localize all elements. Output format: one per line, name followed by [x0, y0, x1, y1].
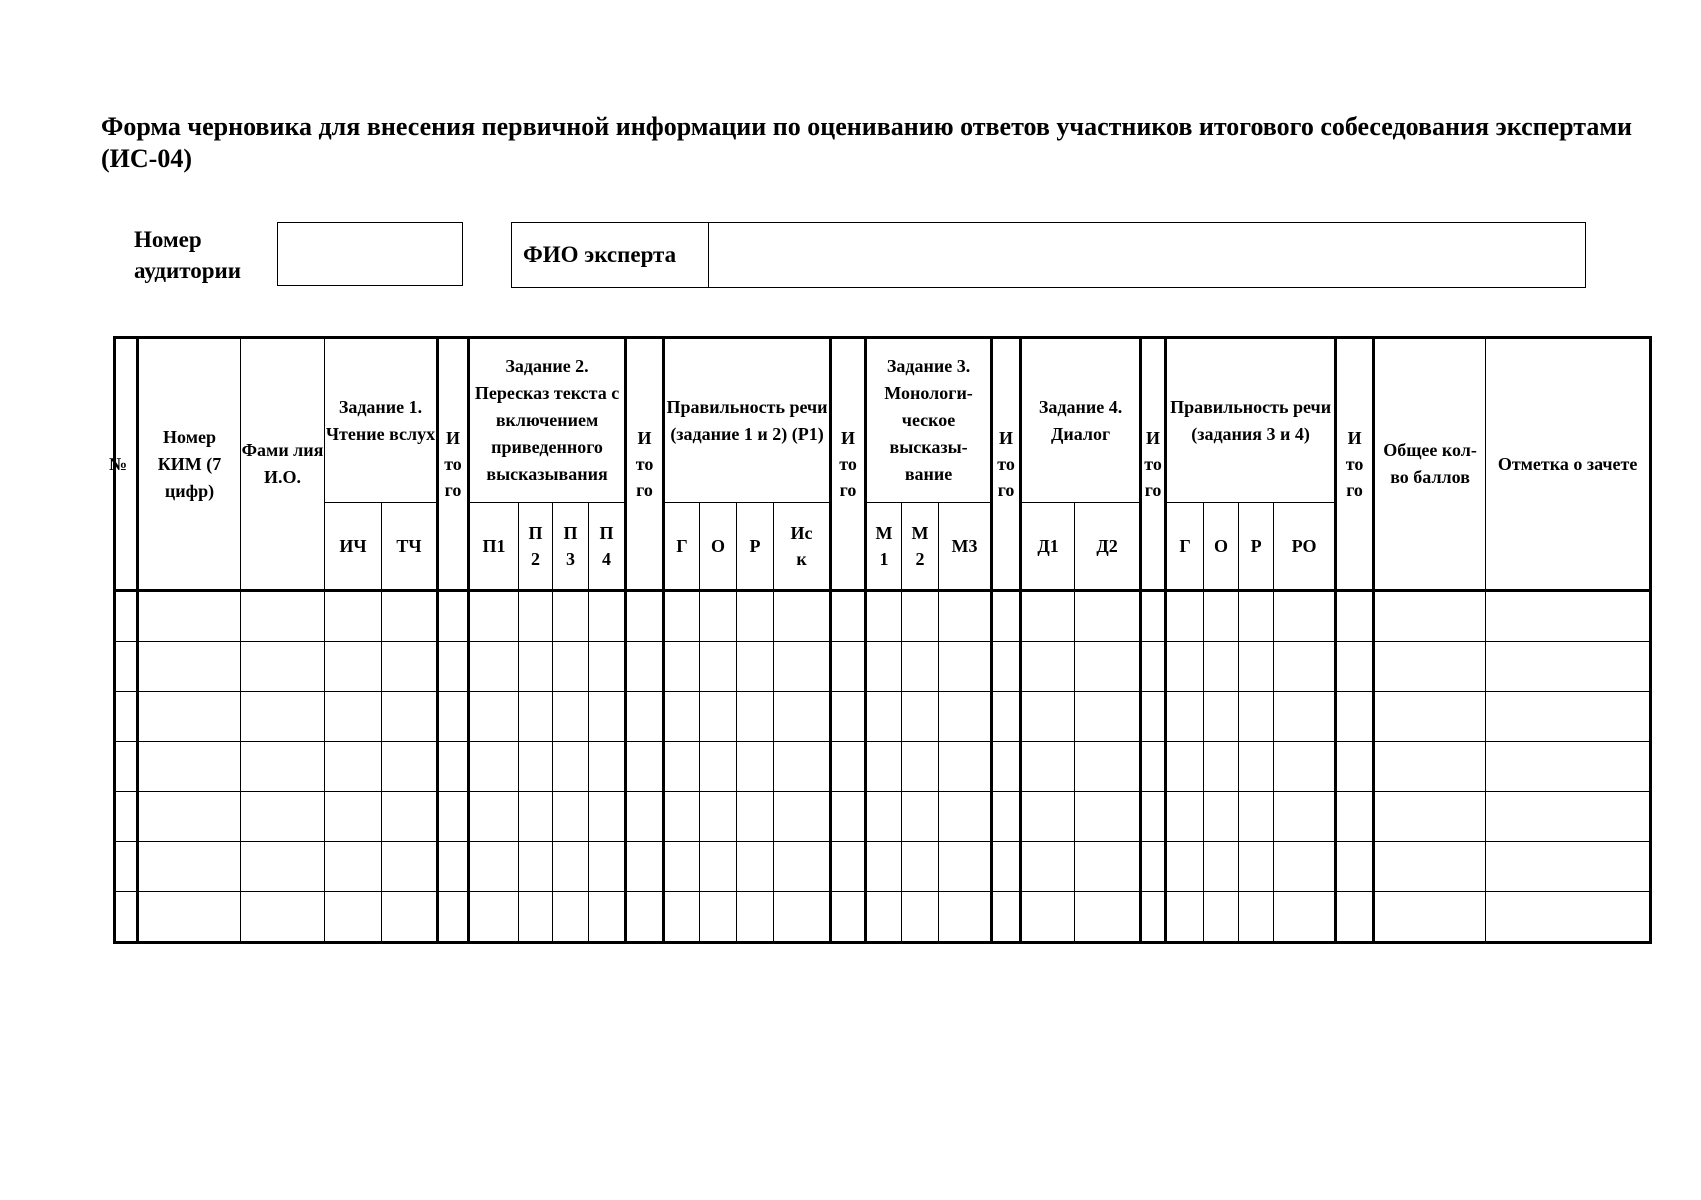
header-total-score: Общее кол-во баллов: [1374, 338, 1486, 591]
table-cell[interactable]: [1204, 591, 1239, 642]
table-cell[interactable]: [469, 642, 519, 692]
table-cell[interactable]: [553, 842, 589, 892]
table-cell[interactable]: [1204, 892, 1239, 943]
table-cell[interactable]: [626, 842, 664, 892]
table-cell[interactable]: [382, 591, 438, 642]
table-cell[interactable]: [1239, 892, 1274, 943]
table-cell[interactable]: [902, 742, 939, 792]
table-row: [115, 842, 1651, 892]
subheader-ich: ИЧ: [325, 503, 382, 591]
table-cell[interactable]: [1204, 642, 1239, 692]
room-number-label: Номер аудитории: [134, 227, 242, 283]
table-cell[interactable]: [700, 892, 737, 943]
table-cell[interactable]: [700, 692, 737, 742]
table-cell[interactable]: [831, 842, 866, 892]
table-cell[interactable]: [1336, 892, 1374, 943]
table-cell[interactable]: [774, 591, 831, 642]
header-total-4: Итого: [992, 338, 1021, 591]
table-cell[interactable]: [831, 692, 866, 742]
table-cell[interactable]: [1274, 591, 1336, 642]
table-cell[interactable]: [902, 642, 939, 692]
table-cell[interactable]: [664, 742, 700, 792]
table-row: [115, 591, 1651, 642]
table-cell[interactable]: [241, 792, 325, 842]
table-cell[interactable]: [902, 591, 939, 642]
table-cell[interactable]: [382, 692, 438, 742]
table-cell[interactable]: [774, 842, 831, 892]
table-cell[interactable]: [1336, 792, 1374, 842]
subheader-o2: О: [1204, 503, 1239, 591]
table-cell[interactable]: [325, 692, 382, 742]
table-cell[interactable]: [115, 792, 138, 842]
table-cell[interactable]: [992, 591, 1021, 642]
expert-name-field[interactable]: [709, 223, 1585, 287]
subheader-isk: Ис к: [774, 503, 831, 591]
table-cell[interactable]: [469, 692, 519, 742]
subheader-m3: М3: [939, 503, 992, 591]
table-cell[interactable]: [1239, 591, 1274, 642]
table-cell[interactable]: [438, 692, 469, 742]
table-cell[interactable]: [1274, 642, 1336, 692]
table-cell[interactable]: [589, 742, 626, 792]
subheader-ro: РО: [1274, 503, 1336, 591]
table-cell[interactable]: [700, 742, 737, 792]
table-cell[interactable]: [1166, 792, 1204, 842]
table-cell[interactable]: [438, 792, 469, 842]
expert-name-label: ФИО эксперта: [512, 223, 709, 287]
table-cell[interactable]: [774, 892, 831, 943]
header-task4: Задание 4. Диалог: [1021, 338, 1141, 503]
table-cell[interactable]: [1239, 692, 1274, 742]
table-cell[interactable]: [469, 742, 519, 792]
table-cell[interactable]: [1166, 892, 1204, 943]
table-cell[interactable]: [664, 892, 700, 943]
table-cell[interactable]: [866, 692, 902, 742]
table-cell[interactable]: [382, 842, 438, 892]
table-cell[interactable]: [1374, 642, 1486, 692]
table-cell[interactable]: [469, 842, 519, 892]
table-cell[interactable]: [138, 642, 241, 692]
table-cell[interactable]: [469, 892, 519, 943]
subheader-p3: П 3: [553, 503, 589, 591]
table-cell[interactable]: [1075, 892, 1141, 943]
table-cell[interactable]: [1239, 642, 1274, 692]
table-cell[interactable]: [1166, 692, 1204, 742]
table-cell[interactable]: [1204, 692, 1239, 742]
table-cell[interactable]: [1374, 792, 1486, 842]
table-cell[interactable]: [1166, 742, 1204, 792]
form-title: Форма черновика для внесения первичной информации по оцениванию ответов участников итогового собеседования экспертами (ИС-04): [101, 112, 1633, 173]
table-cell[interactable]: [831, 642, 866, 692]
header-speech1: Правильность речи (задание 1 и 2) (Р1): [664, 338, 831, 503]
table-cell[interactable]: [774, 692, 831, 742]
table-cell[interactable]: [1374, 892, 1486, 943]
subheader-g1: Г: [664, 503, 700, 591]
subheader-p2: П 2: [519, 503, 553, 591]
room-number-field[interactable]: [277, 222, 463, 286]
table-cell[interactable]: [1141, 591, 1166, 642]
header-mark: Отметка о зачете: [1486, 338, 1651, 591]
table-cell[interactable]: [1274, 892, 1336, 943]
table-cell[interactable]: [115, 842, 138, 892]
table-cell[interactable]: [700, 642, 737, 692]
table-cell[interactable]: [1274, 842, 1336, 892]
table-cell[interactable]: [241, 692, 325, 742]
table-cell[interactable]: [325, 842, 382, 892]
table-cell[interactable]: [1336, 692, 1374, 742]
table-cell[interactable]: [438, 591, 469, 642]
table-cell[interactable]: [1141, 892, 1166, 943]
table-cell[interactable]: [1486, 591, 1651, 642]
table-cell[interactable]: [382, 892, 438, 943]
table-cell[interactable]: [241, 642, 325, 692]
table-cell[interactable]: [866, 792, 902, 842]
table-cell[interactable]: [1486, 692, 1651, 742]
expert-name-group: [511, 222, 1586, 288]
table-cell[interactable]: [774, 642, 831, 692]
table-cell[interactable]: [138, 591, 241, 642]
table-cell[interactable]: [1021, 591, 1075, 642]
table-cell[interactable]: [939, 842, 992, 892]
table-cell[interactable]: [1239, 842, 1274, 892]
header-name: Фами лия И.О.: [241, 338, 325, 591]
table-cell[interactable]: [469, 591, 519, 642]
table-row: [115, 742, 1651, 792]
table-cell[interactable]: [1374, 692, 1486, 742]
table-cell[interactable]: [1486, 642, 1651, 692]
table-cell[interactable]: [1021, 742, 1075, 792]
table-cell[interactable]: [519, 842, 553, 892]
table-cell[interactable]: [1141, 842, 1166, 892]
subheader-r1: Р: [737, 503, 774, 591]
table-cell[interactable]: [626, 742, 664, 792]
table-cell[interactable]: [700, 842, 737, 892]
table-cell[interactable]: [1141, 792, 1166, 842]
table-cell[interactable]: [1141, 692, 1166, 742]
table-cell[interactable]: [737, 792, 774, 842]
table-cell[interactable]: [553, 591, 589, 642]
assessment-table: [108, 336, 1652, 944]
table-cell[interactable]: [737, 742, 774, 792]
table-cell[interactable]: [1021, 792, 1075, 842]
header-total-5: Итого: [1141, 338, 1166, 591]
table-cell[interactable]: [992, 892, 1021, 943]
table-cell[interactable]: [138, 792, 241, 842]
table-cell[interactable]: [519, 792, 553, 842]
table-cell[interactable]: [241, 742, 325, 792]
table-cell[interactable]: [902, 692, 939, 742]
table-cell[interactable]: [737, 591, 774, 642]
table-cell[interactable]: [866, 842, 902, 892]
table-cell[interactable]: [1166, 642, 1204, 692]
table-cell[interactable]: [553, 792, 589, 842]
table-cell[interactable]: [626, 642, 664, 692]
table-cell[interactable]: [325, 742, 382, 792]
table-cell[interactable]: [700, 792, 737, 842]
table-cell[interactable]: [939, 792, 992, 842]
table-cell[interactable]: [700, 591, 737, 642]
table-cell[interactable]: [325, 591, 382, 642]
table-cell[interactable]: [1021, 642, 1075, 692]
table-cell[interactable]: [664, 692, 700, 742]
header-task1: Задание 1. Чтение вслух: [325, 338, 438, 503]
table-cell[interactable]: [626, 892, 664, 943]
table-row: [115, 792, 1651, 842]
table-cell[interactable]: [737, 892, 774, 943]
table-cell[interactable]: [438, 892, 469, 943]
subheader-g2: Г: [1166, 503, 1204, 591]
table-cell[interactable]: [1141, 642, 1166, 692]
subheader-r2: Р: [1239, 503, 1274, 591]
table-cell[interactable]: [1021, 692, 1075, 742]
table-cell[interactable]: [664, 591, 700, 642]
table-row: [115, 692, 1651, 742]
table-cell[interactable]: [1204, 792, 1239, 842]
table-cell[interactable]: [438, 842, 469, 892]
header-number: №: [115, 338, 138, 591]
table-cell[interactable]: [138, 742, 241, 792]
table-cell[interactable]: [992, 642, 1021, 692]
header-speech2: Правильность речи (задания 3 и 4): [1166, 338, 1336, 503]
table-cell[interactable]: [939, 892, 992, 943]
table-cell[interactable]: [438, 742, 469, 792]
table-cell[interactable]: [866, 742, 902, 792]
table-cell[interactable]: [1486, 792, 1651, 842]
subheader-tch: ТЧ: [382, 503, 438, 591]
table-cell[interactable]: [1166, 842, 1204, 892]
table-cell[interactable]: [626, 692, 664, 742]
table-cell[interactable]: [325, 892, 382, 943]
header-task3: Задание 3. Монологи-ческое высказы-вание: [866, 338, 992, 503]
table-cell[interactable]: [382, 642, 438, 692]
table-cell[interactable]: [902, 892, 939, 943]
table-cell[interactable]: [1166, 591, 1204, 642]
table-cell[interactable]: [1021, 842, 1075, 892]
table-cell[interactable]: [737, 842, 774, 892]
header-total-6: Итого: [1336, 338, 1374, 591]
table-cell[interactable]: [553, 742, 589, 792]
table-cell[interactable]: [1075, 692, 1141, 742]
table-cell[interactable]: [1075, 792, 1141, 842]
header-total-3: Итого: [831, 338, 866, 591]
table-cell[interactable]: [1239, 742, 1274, 792]
table-cell[interactable]: [939, 692, 992, 742]
table-cell[interactable]: [115, 892, 138, 943]
table-cell[interactable]: [1374, 842, 1486, 892]
table-cell[interactable]: [589, 892, 626, 943]
table-cell[interactable]: [1075, 842, 1141, 892]
table-cell[interactable]: [664, 642, 700, 692]
table-cell[interactable]: [902, 842, 939, 892]
table-cell[interactable]: [1374, 591, 1486, 642]
table-cell[interactable]: [939, 742, 992, 792]
table-cell[interactable]: [115, 642, 138, 692]
table-cell[interactable]: [626, 591, 664, 642]
table-cell[interactable]: [1141, 742, 1166, 792]
table-cell[interactable]: [589, 591, 626, 642]
table-row: [115, 642, 1651, 692]
table-cell[interactable]: [241, 591, 325, 642]
header-total-2: Итого: [626, 338, 664, 591]
table-cell[interactable]: [519, 642, 553, 692]
table-cell[interactable]: [438, 642, 469, 692]
table-cell[interactable]: [115, 742, 138, 792]
table-cell[interactable]: [138, 892, 241, 943]
table-cell[interactable]: [325, 792, 382, 842]
table-row: [115, 892, 1651, 943]
table-cell[interactable]: [664, 842, 700, 892]
table-cell[interactable]: [774, 792, 831, 842]
table-cell[interactable]: [1204, 842, 1239, 892]
table-cell[interactable]: [1336, 742, 1374, 792]
subheader-d1: Д1: [1021, 503, 1075, 591]
table-cell[interactable]: [589, 792, 626, 842]
table-cell[interactable]: [1486, 892, 1651, 943]
table-cell[interactable]: [241, 892, 325, 943]
table-cell[interactable]: [902, 792, 939, 842]
table-cell[interactable]: [1075, 642, 1141, 692]
table-cell[interactable]: [1336, 642, 1374, 692]
table-cell[interactable]: [1274, 692, 1336, 742]
table-cell[interactable]: [469, 792, 519, 842]
table-cell[interactable]: [519, 591, 553, 642]
subheader-o1: О: [700, 503, 737, 591]
table-cell[interactable]: [1336, 591, 1374, 642]
subheader-m1: М 1: [866, 503, 902, 591]
table-cell[interactable]: [138, 692, 241, 742]
table-cell[interactable]: [1486, 842, 1651, 892]
table-cell[interactable]: [939, 642, 992, 692]
table-cell[interactable]: [939, 591, 992, 642]
subheader-p4: П 4: [589, 503, 626, 591]
table-cell[interactable]: [992, 742, 1021, 792]
table-cell[interactable]: [589, 642, 626, 692]
table-cell[interactable]: [1486, 742, 1651, 792]
table-cell[interactable]: [519, 742, 553, 792]
header-task2: Задание 2. Пересказ текста с включением приведенного высказывания: [469, 338, 626, 503]
table-cell[interactable]: [553, 642, 589, 692]
table-cell[interactable]: [866, 892, 902, 943]
table-cell[interactable]: [1374, 742, 1486, 792]
table-cell[interactable]: [866, 591, 902, 642]
table-cell[interactable]: [866, 642, 902, 692]
table-cell[interactable]: [519, 692, 553, 742]
table-cell[interactable]: [992, 842, 1021, 892]
table-cell[interactable]: [831, 591, 866, 642]
table-cell[interactable]: [1274, 742, 1336, 792]
table-cell[interactable]: [626, 792, 664, 842]
table-cell[interactable]: [1274, 792, 1336, 842]
table-cell[interactable]: [325, 642, 382, 692]
table-cell[interactable]: [831, 742, 866, 792]
table-cell[interactable]: [992, 692, 1021, 742]
subheader-p1: П1: [469, 503, 519, 591]
table-cell[interactable]: [1075, 591, 1141, 642]
table-cell[interactable]: [138, 842, 241, 892]
table-cell[interactable]: [115, 692, 138, 742]
table-cell[interactable]: [737, 642, 774, 692]
table-cell[interactable]: [382, 742, 438, 792]
table-cell[interactable]: [737, 692, 774, 742]
table-cell[interactable]: [664, 792, 700, 842]
table-cell[interactable]: [553, 892, 589, 943]
table-cell[interactable]: [241, 842, 325, 892]
table-cell[interactable]: [382, 792, 438, 842]
subheader-m2: М 2: [902, 503, 939, 591]
table-cell[interactable]: [1336, 842, 1374, 892]
subheader-d2: Д2: [1075, 503, 1141, 591]
table-cell[interactable]: [774, 742, 831, 792]
table-cell[interactable]: [1204, 742, 1239, 792]
table-cell[interactable]: [1239, 792, 1274, 842]
table-cell[interactable]: [1021, 892, 1075, 943]
table-cell[interactable]: [553, 692, 589, 742]
table-cell[interactable]: [1075, 742, 1141, 792]
table-cell[interactable]: [115, 591, 138, 642]
table-cell[interactable]: [519, 892, 553, 943]
header-total-1: Итого: [438, 338, 469, 591]
header-kim: Номер КИМ (7 цифр): [138, 338, 241, 591]
table-cell[interactable]: [589, 842, 626, 892]
table-cell[interactable]: [589, 692, 626, 742]
table-cell[interactable]: [992, 792, 1021, 842]
table-cell[interactable]: [831, 892, 866, 943]
table-cell[interactable]: [831, 792, 866, 842]
